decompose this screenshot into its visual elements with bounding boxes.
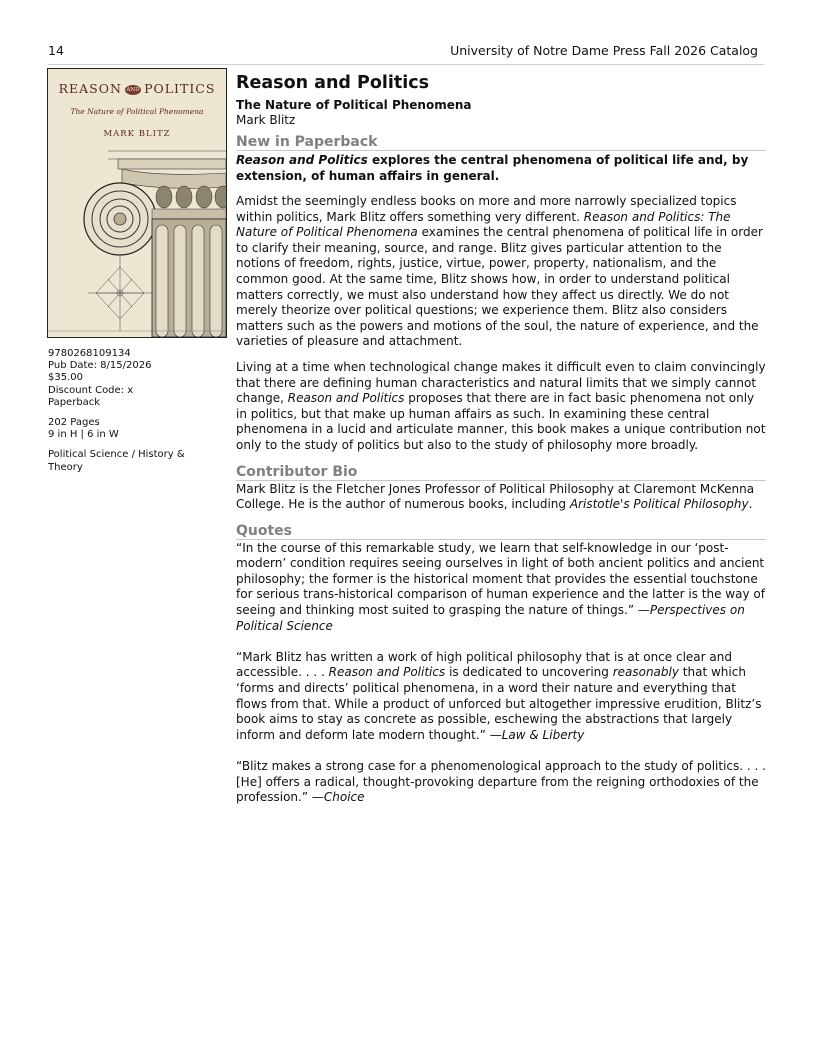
description-paragraph: Amidst the seemingly endless books on more and more narrowly specialized topics within politics, Mark Blitz offers something very different. Reason and Politics: The Nature of Political Phenomena examines the central phenomena of political life in order to clarify their meaning, source, and range. Blitz gives particular attention to the notions of freedom, rights, justice, virtue, power, property, nationalism, and the common good. At the same time, Blitz shows how, in order to understand political matters correctly, we must also understand how they affect us directly. We do not merely theorize over political questions; we experience them. Blitz also considers matters such as the powers and motions of the soul, the nature of experience, and the varieties of pleasure and attachment. [236, 194, 763, 349]
isbn: 9780268109134 [48, 348, 131, 359]
description-lead: Reason and Politics explores the central phenomena of political life and, by extension, of human affairs in general. [236, 153, 749, 183]
catalog-title: University of Notre Dame Press Fall 2026 Catalog [450, 43, 758, 58]
format: Paperback [48, 396, 101, 408]
cover-title: REASON AND POLITICS [58, 81, 216, 96]
section-heading-new-in-paperback: New in Paperback [236, 134, 766, 151]
quotes-list [236, 541, 766, 806]
quote: “In the course of this remarkable study, we learn that self-knowledge in our ‘post-modern’ condition requires seeing ourselves in light of both ancient politics and ancient philosophy; the former is the historical moment that provides the essential touchstone for serious trans-historical comparison of human experience and the latter is the way of seeing and thinking most suited to grasping the nature of things.” —Perspectives on Political Science [236, 540, 765, 633]
book-cover-image [47, 68, 227, 338]
book-author: Mark Blitz [236, 113, 296, 127]
subjects: Political Science / History & Theory [48, 449, 185, 473]
book-title: Reason and Politics [236, 73, 430, 93]
section-heading-quotes: Quotes [236, 523, 766, 540]
page-count: 202 Pages [48, 417, 100, 429]
price: $35.00 [48, 372, 83, 384]
discount-code: Discount Code: x [48, 384, 134, 396]
quote: “Blitz makes a strong case for a phenomenological approach to the study of politics. . . . [He] offers a radical, thought-provoking departure from the reigning orthodoxies of the profession.” —Choice [236, 759, 766, 805]
page-number: 14 [48, 43, 64, 58]
description-paragraph: Living at a time when technological change makes it difficult even to claim convincingly that there are defining human characteristics and natural limits that we simply cannot change, Reason and Politics proposes that there are in fact basic phenomena not only in politics, but that make up human affairs as such. In examining these central phenomena in a lucid and articulate manner, this book makes a unique contribution not only to the study of politics but also to the study of philosophy more broadly. [236, 359, 766, 452]
pub-date: Pub Date: 8/15/2026 [48, 360, 152, 372]
book-details [236, 72, 766, 806]
cover-author: MARK BLITZ [103, 129, 171, 139]
section-heading-contributor-bio: Contributor Bio [236, 464, 766, 481]
contributor-bio: Mark Blitz is the Fletcher Jones Professor of Political Philosophy at Claremont McKenna College. He is the author of numerous books, including Aristotle's Political Philosophy. [236, 481, 755, 512]
book-metadata [48, 348, 218, 474]
cover-subtitle: The Nature of Political Phenomena [70, 107, 204, 116]
page-header [48, 42, 764, 65]
quote: “Mark Blitz has written a work of high political philosophy that is at once clear and accessible. . . . Reason and Politics is dedicated to uncovering reasonably that which ‘forms and directs’ political phenomena, in a word their nature and everything that flows from that. While a product of unforced but altogether impressive erudition, Blitz’s book aims to stay as concrete as possible, eschewing the abstractions that largely inform and deform late modern thought.” —Law & Liberty [236, 649, 762, 742]
book-subtitle: The Nature of Political Phenomena [236, 98, 472, 112]
dimensions: 9 in H | 6 in W [48, 429, 119, 441]
